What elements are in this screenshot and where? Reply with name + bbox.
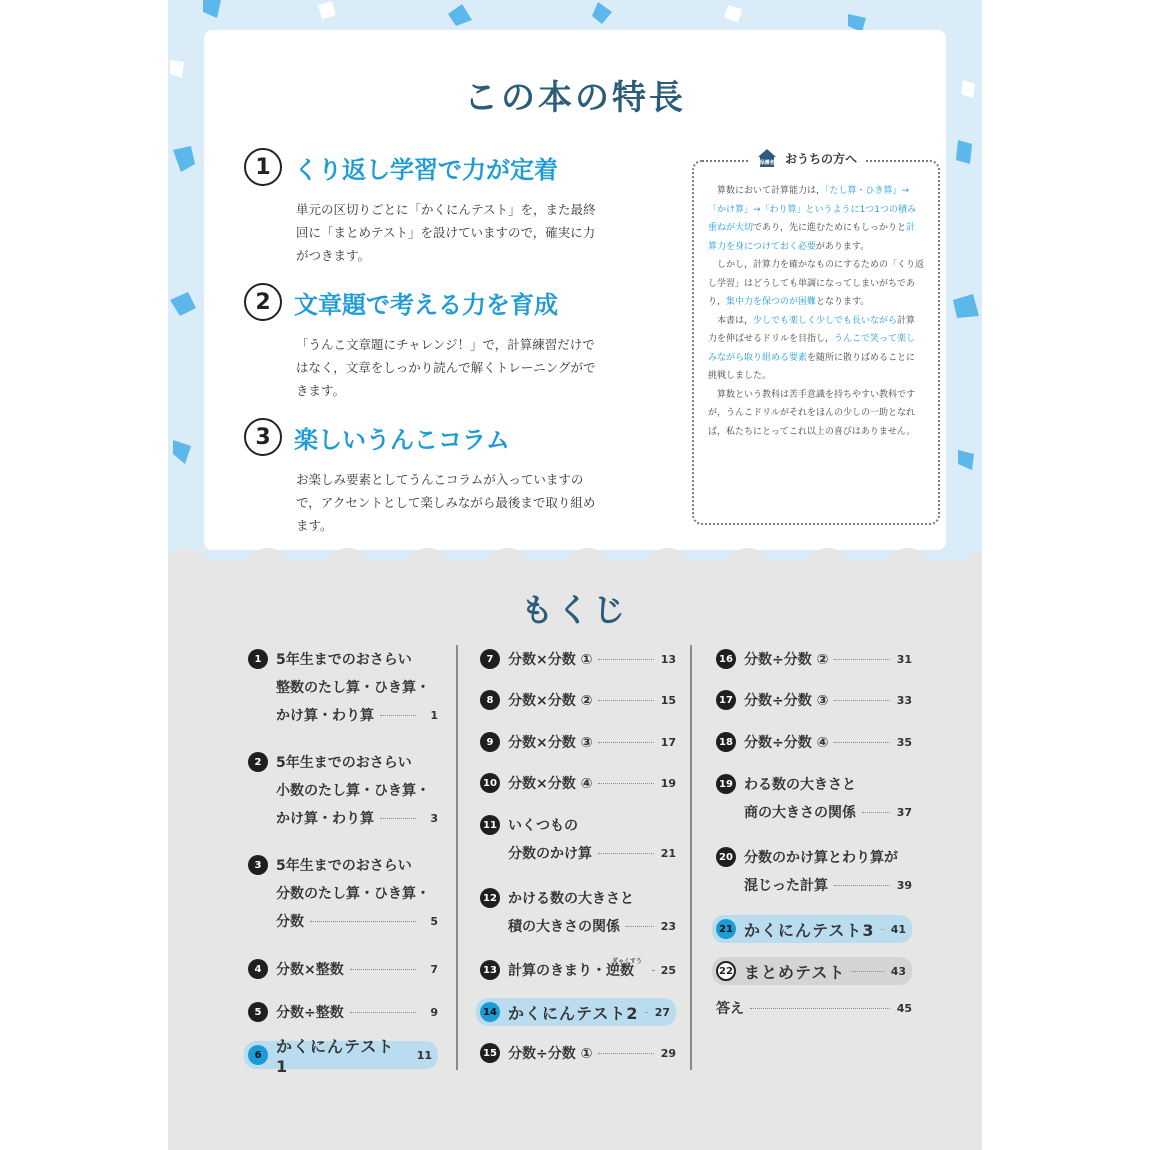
toc-page-number: 21 [660, 846, 676, 860]
dot-leader [652, 970, 654, 971]
book-page [168, 0, 982, 1150]
highlighted-text: うんこで笑って楽しみながら取り組める要素 [708, 334, 916, 363]
toc-page-number: 39 [896, 878, 912, 892]
features-card [204, 30, 946, 550]
features-title: この本の特長 [464, 78, 686, 118]
toc-label: 混じった計算 [744, 878, 828, 894]
toc-number-badge: 7 [480, 649, 500, 669]
text-span: となります。 [816, 297, 870, 307]
toc-number-badge: 9 [480, 732, 500, 752]
toc-entry[interactable] [248, 1037, 438, 1076]
text-span: であり，先に進むためにもしっかりと [753, 223, 907, 233]
dot-leader [626, 926, 654, 927]
dot-leader [750, 1008, 890, 1009]
dot-leader [380, 818, 416, 819]
parent-note-paragraph [708, 256, 924, 312]
toc-label: 小数のたし算・ひき算・ [276, 783, 430, 799]
dot-leader [834, 742, 890, 743]
feature-1 [244, 148, 644, 267]
highlighted-text: 集中力を保つのが困難 [726, 297, 817, 307]
toc-entry[interactable] [480, 769, 676, 797]
dot-leader [350, 969, 416, 970]
dot-leader [881, 929, 885, 930]
highlighted-text: 計算力を身につけておく必要 [708, 223, 916, 252]
dot-leader [380, 715, 416, 716]
toc-label: かくにんテスト3 [744, 920, 875, 940]
toc-label: 答え [716, 1001, 744, 1017]
toc-label: 5年生までのおさらい [276, 652, 412, 668]
toc-entry[interactable] [248, 851, 438, 935]
toc-page-number: 27 [654, 1005, 670, 1019]
toc-page-number: 13 [660, 652, 676, 666]
text-span: 算数という教科は苦手意識を持ちやすい教科ですが，うんこドリルがそれをほんの少しの一助となれば，私たちにとってこれ以上の喜びはありません。 [708, 389, 916, 437]
toc-page-number: 43 [890, 964, 906, 978]
toc-label: 分数のたし算・ひき算・ [276, 886, 430, 902]
toc-entry[interactable] [248, 748, 438, 832]
parent-note-text [708, 182, 924, 441]
toc-page-number: 41 [890, 922, 906, 936]
toc-number-badge: 10 [480, 773, 500, 793]
toc-page-number: 33 [896, 693, 912, 707]
toc-label: かくにんテスト1 [276, 1037, 395, 1076]
svg-text:保護者: 保護者 [759, 160, 775, 166]
house-icon [757, 148, 777, 168]
toc-label: 分数÷分数 ③ [744, 693, 829, 709]
toc-label: わる数の大きさと [744, 777, 856, 793]
parent-note-paragraph [708, 312, 924, 386]
toc-label: 分数のかけ算とわり算が [744, 850, 898, 866]
toc-label: 分数÷分数 ② [744, 652, 829, 668]
toc-number-badge: 21 [716, 919, 736, 939]
toc-entry[interactable] [480, 728, 676, 756]
toc-number-badge: 5 [248, 1002, 268, 1022]
toc-number-badge: 22 [716, 961, 736, 981]
feature-2 [244, 283, 644, 402]
parent-note-heading: おうちの方へ [785, 151, 858, 166]
toc-label: 整数のたし算・ひき算・ [276, 680, 430, 696]
dot-leader [862, 812, 890, 813]
toc-page-number: 35 [896, 735, 912, 749]
text-span: しかし，計算力を確かなものにするための「くり返し学習」はどうしても単調になってしまいがちであり， [708, 260, 925, 307]
toc-title: もくじ [520, 591, 629, 629]
toc-entry[interactable] [480, 811, 676, 867]
toc-number-badge: 2 [248, 752, 268, 772]
toc-page-number: 11 [416, 1048, 432, 1062]
toc-label: 分数÷分数 ④ [744, 735, 829, 751]
toc-entry[interactable] [716, 728, 912, 756]
toc-number-badge: 13 [480, 960, 500, 980]
parent-note-header [749, 148, 865, 168]
dot-leader [598, 1053, 654, 1054]
toc-number-badge: 17 [716, 690, 736, 710]
toc-entry[interactable] [480, 884, 676, 940]
toc-label: 分数 [276, 914, 304, 930]
toc-number-badge: 20 [716, 847, 736, 867]
text-span: 計算力を伸ばせるドリルを目指し， [708, 315, 916, 344]
toc-entry[interactable] [716, 686, 912, 714]
toc-entry[interactable] [248, 955, 438, 983]
toc-label: かけ算・わり算 [276, 811, 374, 827]
parent-note-paragraph [708, 182, 924, 256]
toc-number-badge: 16 [716, 649, 736, 669]
toc-number-badge: 6 [248, 1045, 268, 1065]
feature-body: 「うんこ文章題にチャレンジ！」で，計算練習だけではなく，文章をしっかり読んで解くトレーニングができます。 [296, 337, 596, 398]
dot-leader [598, 853, 654, 854]
toc-page-number: 25 [660, 963, 676, 977]
column-divider [456, 645, 458, 1070]
toc-label: 積の大きさの関係 [508, 919, 620, 935]
toc-page-number: 17 [660, 735, 676, 749]
dot-leader [598, 659, 654, 660]
dot-leader [851, 971, 884, 972]
toc-label: 5年生までのおさらい [276, 858, 412, 874]
dot-leader [645, 1012, 649, 1013]
toc-entry[interactable] [480, 998, 676, 1026]
toc-page-number: 29 [660, 1046, 676, 1060]
text-span: があります。 [815, 241, 870, 252]
toc-label: いくつもの [508, 818, 578, 834]
toc-number-badge: 12 [480, 888, 500, 908]
toc-number-badge: 4 [248, 959, 268, 979]
toc-page-number: 45 [896, 1001, 912, 1015]
toc-number-badge: 15 [480, 1043, 500, 1063]
toc-label: かけ算・わり算 [276, 708, 374, 724]
toc-label: 5年生までのおさらい [276, 755, 412, 771]
toc-entry[interactable] [716, 645, 912, 673]
toc-number-badge: 14 [480, 1002, 500, 1022]
toc-entry[interactable] [480, 956, 676, 984]
column-divider [690, 645, 692, 1070]
toc-number-badge: 18 [716, 732, 736, 752]
toc-entry[interactable] [716, 843, 912, 899]
toc-number-badge: 1 [248, 649, 268, 669]
toc-page-number: 31 [896, 652, 912, 666]
toc-label: 分数のかけ算 [508, 846, 592, 862]
toc-entry[interactable] [480, 645, 676, 673]
toc-page-number: 5 [430, 914, 438, 928]
toc-page-number: 1 [430, 708, 438, 722]
toc-entry[interactable] [248, 645, 438, 729]
toc-number-badge: 19 [716, 774, 736, 794]
feature-3 [244, 418, 644, 537]
parent-note-box [692, 151, 940, 525]
toc-label: 分数×分数 ③ [508, 735, 593, 751]
toc-label: 分数×整数 [276, 962, 344, 978]
feature-title: くり返し学習で力が定着 [294, 155, 558, 184]
dot-leader [834, 885, 890, 886]
toc-page-number: 37 [896, 805, 912, 819]
toc-entry[interactable] [716, 915, 912, 943]
toc-page-number: 9 [430, 1005, 438, 1019]
toc-label: かくにんテスト2 [508, 1003, 639, 1023]
toc-label: 商の大きさの関係 [744, 805, 856, 821]
toc-entry[interactable] [248, 998, 438, 1026]
dot-leader [598, 742, 654, 743]
toc-page-number: 7 [430, 962, 438, 976]
text-span: 算数において計算能力は， [717, 186, 826, 196]
toc-entry[interactable] [716, 994, 912, 1022]
toc-label: 分数÷分数 ① [508, 1046, 593, 1062]
dot-leader [598, 700, 654, 701]
highlighted-text: 「たし算・ひき算」→「かけ算」→「わり算」というように1つ1つの積み重ねが大切 [708, 186, 916, 233]
toc-entry[interactable] [716, 957, 912, 985]
highlighted-text: 少しでも楽しく少しでも長いながら [753, 315, 898, 326]
toc-label: 分数×分数 ① [508, 652, 593, 668]
toc-entry[interactable] [716, 770, 912, 826]
toc-number-badge: 8 [480, 690, 500, 710]
ruby-text: ぎゃくすう [612, 957, 643, 965]
text-span: を随所に散りばめることに挑戦しました。 [708, 352, 916, 381]
toc-page-number: 15 [660, 693, 676, 707]
toc-page-number: 23 [660, 919, 676, 933]
toc-entry[interactable] [480, 1039, 676, 1067]
text-span: 本書は， [717, 315, 754, 326]
dot-leader [350, 1012, 416, 1013]
dot-leader [834, 659, 890, 660]
toc-label: 分数×分数 ② [508, 693, 593, 709]
toc-label: 分数×分数 ④ [508, 776, 593, 792]
toc-page-number: 19 [660, 776, 676, 790]
feature-number: 2 [244, 283, 282, 321]
toc-label: まとめテスト [744, 962, 846, 982]
feature-title: 楽しいうんこコラム [294, 425, 510, 454]
toc-page-number: 3 [430, 811, 438, 825]
toc-number-badge: 3 [248, 855, 268, 875]
dot-leader [834, 700, 890, 701]
parent-note-paragraph [708, 386, 924, 442]
toc-number-badge: 11 [480, 815, 500, 835]
feature-body: 単元の区切りごとに「かくにんテスト」を，また最終回に「まとめテスト」を設けていますので，確実に力がつきます。 [296, 202, 596, 263]
feature-number: 3 [244, 418, 282, 456]
dot-leader [310, 921, 416, 922]
toc-entry[interactable] [480, 686, 676, 714]
toc-label: 計算のきまり・逆数 [508, 963, 634, 979]
feature-number: 1 [244, 148, 282, 186]
dot-leader [598, 783, 654, 784]
feature-title: 文章題で考える力を育成 [294, 290, 558, 319]
toc-label: 分数÷整数 [276, 1005, 344, 1021]
toc-label: かける数の大きさと [508, 891, 634, 907]
feature-body: お楽しみ要素としてうんこコラムが入っていますので，アクセントとして楽しみながら最後まで取り組めます。 [296, 472, 596, 533]
